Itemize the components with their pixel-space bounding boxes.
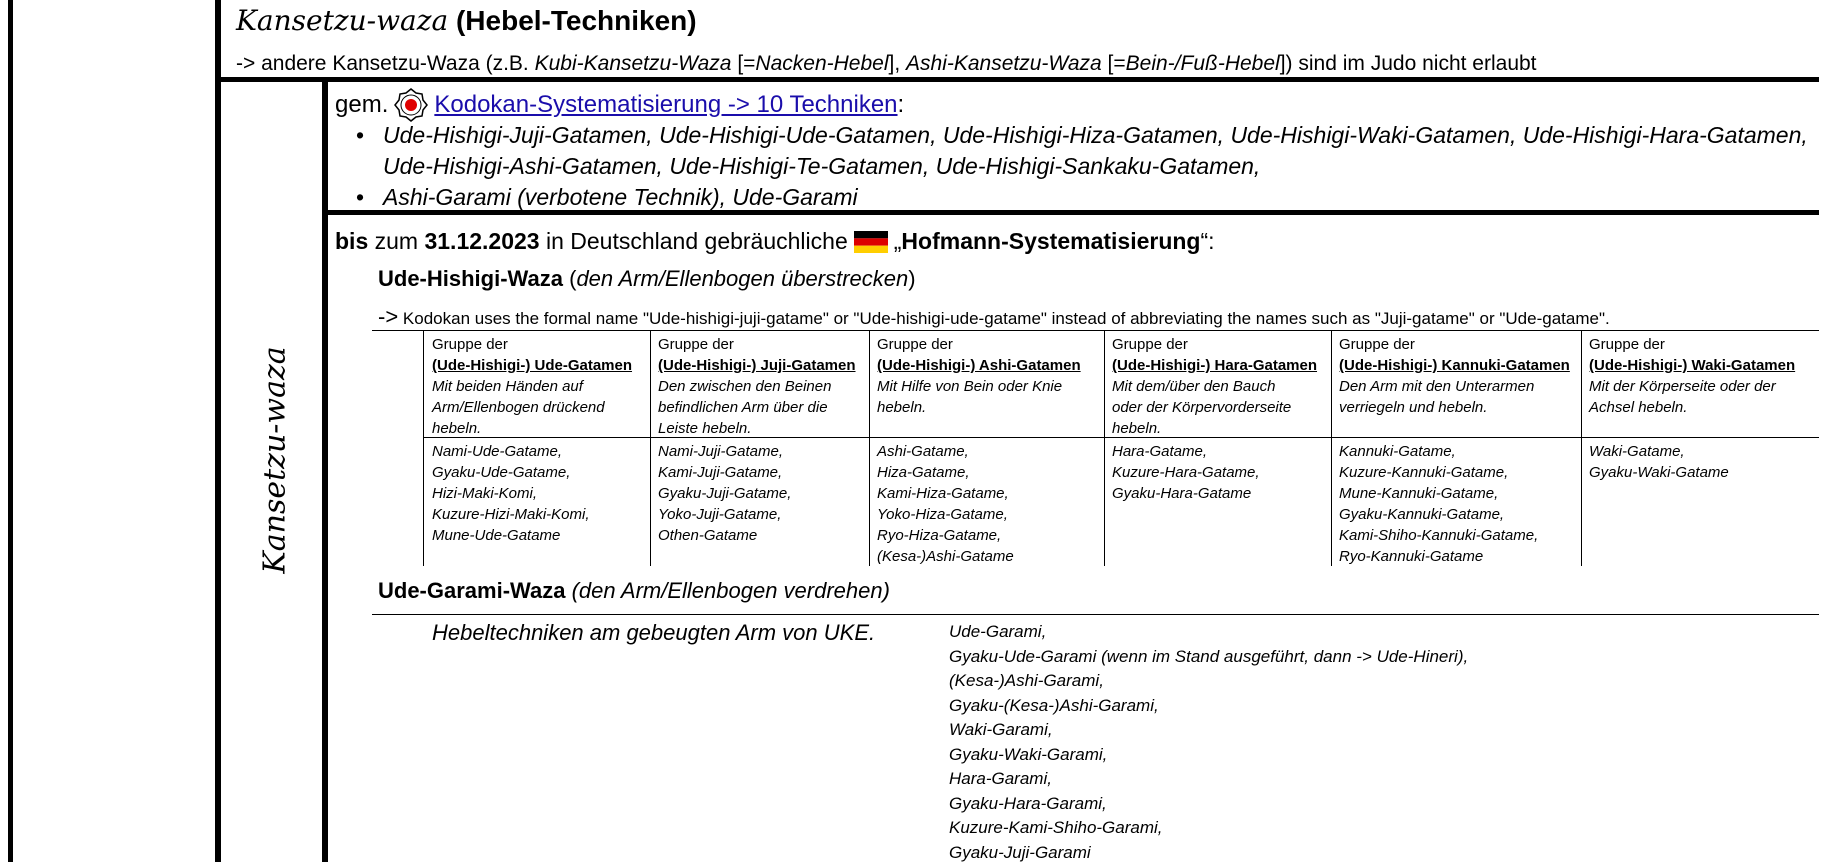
note-italic: Kubi-Kansetzu-Waza	[535, 52, 732, 75]
list-item: Ashi-Gatame,	[877, 441, 1014, 462]
list-item: Mune-Kannuki-Gatame,	[1339, 483, 1538, 504]
section-name: Ude-Garami-Waza	[378, 578, 565, 603]
group-desc: Mit dem/über den Bauch	[1112, 376, 1330, 397]
hofmann-text: “:	[1200, 228, 1214, 255]
group-name: (Ude-Hishigi-) Ude-Gatamen	[432, 355, 646, 376]
group-items-juji	[658, 441, 791, 546]
group-header-ashi	[877, 334, 1103, 418]
page-title	[236, 4, 697, 37]
title-column-border	[215, 0, 221, 862]
group-header-ude	[432, 334, 646, 439]
table-col-line	[1331, 331, 1332, 566]
garami-description: Hebeltechniken am gebeugten Arm von UKE.	[432, 620, 875, 646]
section-name: Ude-Hishigi-Waza	[378, 266, 563, 291]
group-items-kannuki	[1339, 441, 1538, 567]
group-desc: Mit beiden Händen auf	[432, 376, 646, 397]
group-desc: Den zwischen den Beinen	[658, 376, 868, 397]
hofmann-bold: Hofmann-Systematisierung	[901, 228, 1200, 255]
kodokan-prefix: gem.	[335, 91, 388, 119]
list-item: Gyaku-Ude-Garami (wenn im Stand ausgeführt, dann -> Ude-Hineri),	[949, 645, 1468, 670]
list-item: Kami-Hiza-Gatame,	[877, 483, 1014, 504]
group-label: Gruppe der	[1112, 334, 1330, 355]
group-name: (Ude-Hishigi-) Ashi-Gatamen	[877, 355, 1103, 376]
group-name: (Ude-Hishigi-) Juji-Gatamen	[658, 355, 868, 376]
side-label: Kansetzu-waza	[258, 346, 293, 573]
list-item: Nami-Ude-Gatame,	[432, 441, 590, 462]
list-item: Hara-Gatame,	[1112, 441, 1260, 462]
group-label: Gruppe der	[658, 334, 868, 355]
list-item: Ryo-Hiza-Gatame,	[877, 525, 1014, 546]
group-label: Gruppe der	[877, 334, 1103, 355]
hofmann-line	[335, 228, 1215, 255]
note-text: [=	[1102, 52, 1126, 75]
kodokan-suffix: :	[898, 91, 905, 119]
group-desc: Leiste hebeln.	[658, 418, 868, 439]
kodokan-link[interactable]: Kodokan-Systematisierung -> 10 Techniken	[434, 91, 897, 119]
group-items-ude	[432, 441, 590, 546]
table-col-line	[650, 331, 651, 566]
garami-technique-list	[949, 620, 1468, 865]
section-subtitle: den Arm/Ellenbogen überstrecken	[576, 266, 908, 291]
note-text: ],	[889, 52, 907, 75]
list-item: Kuzure-Hara-Gatame,	[1112, 462, 1260, 483]
list-item: • Ude-Hishigi-Juji-Gatamen, Ude-Hishigi-Ude-Gatamen, Ude-Hishigi-Hiza-Gatamen, Ude-Hishigi-Waki-Gatamen, Ude-Hishigi-Hara-Gatamen,	[356, 120, 1808, 151]
list-item: • Ashi-Garami (verbotene Technik), Ude-Garami	[356, 182, 1808, 213]
list-item: Kuzure-Hizi-Maki-Komi,	[432, 504, 590, 525]
note-text: ]) sind im Judo nicht erlaubt	[1280, 52, 1537, 75]
kodokan-logo-icon	[394, 88, 428, 122]
ude-hishigi-title	[378, 266, 916, 292]
list-item: Gyaku-(Kesa-)Ashi-Garami,	[949, 694, 1468, 719]
table-col-line	[1581, 331, 1582, 566]
group-desc: verriegeln und hebeln.	[1339, 397, 1579, 418]
list-item: Hizi-Maki-Komi,	[432, 483, 590, 504]
german-flag-icon	[854, 231, 888, 253]
ude-garami-title	[378, 578, 890, 604]
kodokan-technique-list	[356, 120, 1808, 213]
hofmann-text: „	[894, 228, 902, 255]
group-desc: hebeln.	[432, 418, 646, 439]
kodokan-line	[335, 88, 904, 122]
note-italic: Nacken-Hebel	[755, 52, 888, 75]
header-divider	[221, 77, 1819, 82]
list-item: Yoko-Hiza-Gatame,	[877, 504, 1014, 525]
list-item: Gyaku-Hara-Garami,	[949, 792, 1468, 817]
list-item: Kuzure-Kami-Shiho-Garami,	[949, 816, 1468, 841]
list-item: Othen-Gatame	[658, 525, 791, 546]
group-items-hara	[1112, 441, 1260, 504]
table-col-line	[1104, 331, 1105, 566]
list-item: (Kesa-)Ashi-Gatame	[877, 546, 1014, 567]
group-desc: hebeln.	[1112, 418, 1330, 439]
table-col-line	[869, 331, 870, 566]
group-desc: Arm/Ellenbogen drückend	[432, 397, 646, 418]
title-script: Kansetzu-waza	[236, 4, 448, 37]
note-text: Kodokan uses the formal name "Ude-hishigi-juji-gatame" or "Ude-hishigi-ude-gatame" instead of abbreviating the names such as "Juji-gatame" or "Ude-gatame".	[403, 309, 1610, 328]
section-paren: (	[563, 266, 576, 291]
list-item: Gyaku-Waki-Garami,	[949, 743, 1468, 768]
list-item: Ude-Garami,	[949, 620, 1468, 645]
group-header-waki	[1589, 334, 1819, 418]
section-subtitle: (den Arm/Ellenbogen verdrehen)	[565, 578, 889, 603]
list-item: Gyaku-Juji-Gatame,	[658, 483, 791, 504]
note-text: -> andere Kansetzu-Waza (z.B.	[236, 52, 535, 75]
list-item: Gyaku-Juji-Garami	[949, 841, 1468, 865]
list-item: Nami-Juji-Gatame,	[658, 441, 791, 462]
group-desc: Den Arm mit den Unterarmen	[1339, 376, 1579, 397]
label-column-border	[322, 78, 328, 862]
list-item: Gyaku-Waki-Gatame	[1589, 462, 1729, 483]
arrow-text: ->	[378, 304, 398, 329]
group-desc: Mit der Körperseite oder der	[1589, 376, 1819, 397]
note-italic: Ashi-Kansetzu-Waza	[906, 52, 1102, 75]
note-text: [=	[731, 52, 755, 75]
left-border	[8, 0, 13, 862]
title-bold: (Hebel-Techniken)	[456, 5, 697, 36]
list-item: Hara-Garami,	[949, 767, 1468, 792]
group-label: Gruppe der	[432, 334, 646, 355]
list-item: Kuzure-Kannuki-Gatame,	[1339, 462, 1538, 483]
note-italic: Bein-/Fuß-Hebel	[1126, 52, 1280, 75]
note-other-kansetzu	[236, 52, 1537, 76]
list-item: Gyaku-Hara-Gatame	[1112, 483, 1260, 504]
list-item: (Kesa-)Ashi-Garami,	[949, 669, 1468, 694]
group-header-juji	[658, 334, 868, 439]
group-desc: befindlichen Arm über die	[658, 397, 868, 418]
list-item: Gyaku-Ude-Gatame,	[432, 462, 590, 483]
hofmann-text: zum	[368, 228, 424, 255]
list-item: Waki-Gatame,	[1589, 441, 1729, 462]
group-name: (Ude-Hishigi-) Hara-Gatamen	[1112, 355, 1330, 376]
list-item: Yoko-Juji-Gatame,	[658, 504, 791, 525]
list-item-continuation: Ude-Hishigi-Ashi-Gatamen, Ude-Hishigi-Te-Gatamen, Ude-Hishigi-Sankaku-Gatamen,	[356, 151, 1808, 182]
kodokan-naming-note	[378, 304, 1610, 330]
list-item: Waki-Garami,	[949, 718, 1468, 743]
list-item: Gyaku-Kannuki-Gatame,	[1339, 504, 1538, 525]
list-item: Hiza-Gatame,	[877, 462, 1014, 483]
list-item: Kannuki-Gatame,	[1339, 441, 1538, 462]
list-item: Kami-Juji-Gatame,	[658, 462, 791, 483]
group-header-kannuki	[1339, 334, 1579, 418]
group-desc: Achsel hebeln.	[1589, 397, 1819, 418]
list-item: Kami-Shiho-Kannuki-Gatame,	[1339, 525, 1538, 546]
group-desc: oder der Körpervorderseite	[1112, 397, 1330, 418]
hofmann-bold: 31.12.2023	[424, 228, 539, 255]
list-item: Mune-Ude-Gatame	[432, 525, 590, 546]
group-name: (Ude-Hishigi-) Kannuki-Gatamen	[1339, 355, 1579, 376]
group-label: Gruppe der	[1589, 334, 1819, 355]
section-paren: )	[908, 266, 915, 291]
table-top-line	[372, 330, 1819, 331]
group-header-hara	[1112, 334, 1330, 439]
garami-line	[372, 614, 1819, 615]
table-col-line	[423, 331, 424, 566]
group-name: (Ude-Hishigi-) Waki-Gatamen	[1589, 355, 1819, 376]
group-desc: Mit Hilfe von Bein oder Knie	[877, 376, 1103, 397]
hofmann-text: in Deutschland gebräuchliche	[540, 228, 848, 255]
group-items-ashi	[877, 441, 1014, 567]
group-label: Gruppe der	[1339, 334, 1579, 355]
group-items-waki	[1589, 441, 1729, 483]
hofmann-bold: bis	[335, 228, 368, 255]
list-item: Ryo-Kannuki-Gatame	[1339, 546, 1538, 567]
group-desc: hebeln.	[877, 397, 1103, 418]
